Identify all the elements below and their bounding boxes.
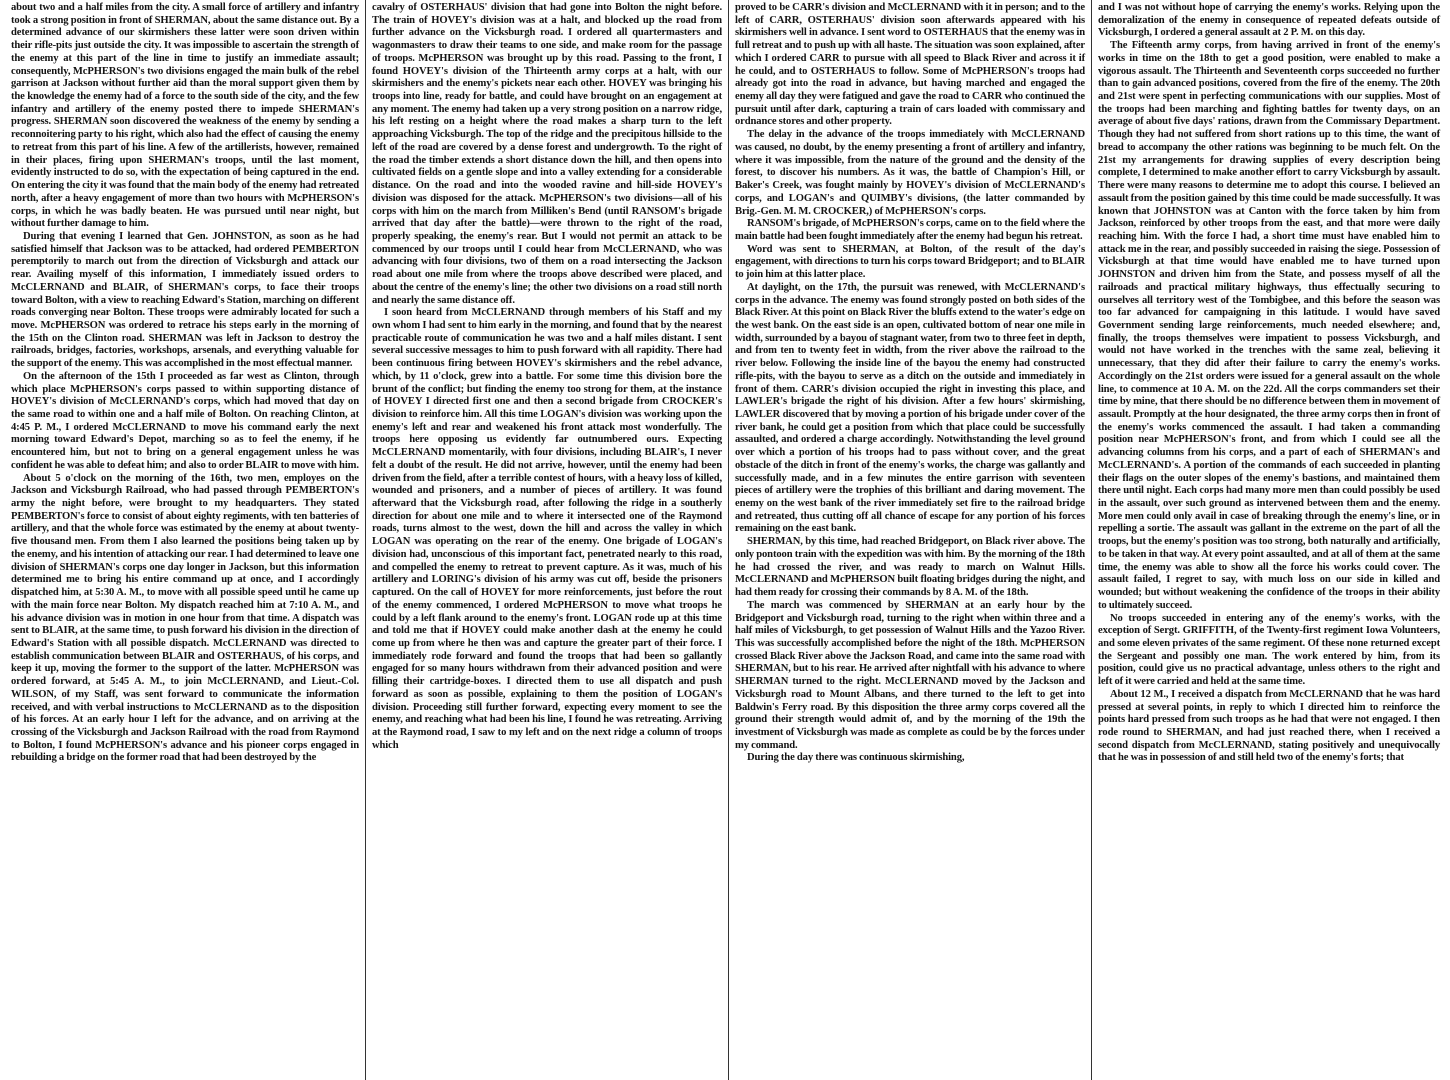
paragraph: RANSOM's brigade, of McPHERSON's corps, came on to the field where the main battle had been fought immediately after the enemy had begun his retreat.	[735, 218, 1085, 242]
paragraph: The delay in the advance of the troops immediately with McCLERNAND was caused, no doubt, by the enemy presenting a front of artillery and infantry, where it was impossible, from the nature of the ground and the density of the forest, to discover his numbers. As it was, the battle of Champion's Hill, or Baker's Creek, was fought mainly by HOVEY's division of McCLERNAND's corps, and LOGAN's and QUIMBY's divisions, (the latter commanded by Brig.-Gen. M. M. CROCKER,) of McPHERSON's corps.	[735, 129, 1085, 217]
paragraph: cavalry of OSTERHAUS' division that had gone into Bolton the night before. The train of HOVEY's division was at a halt, and blocked up the road from further advance on the Vicksburgh road. I ordered all quartermasters and wagonmasters to draw their teams to one side, and make room for the passage of troops. McPHERSON was brought up by this road. Passing to the front, I found HOVEY's division of the Thirteenth army corps at a halt, with our skirmishers and the enemy's pickets near each other. HOVEY was bringing his troops into line, ready for battle, and could have brought on an engagement at any moment. The enemy had taken up a very strong position on a narrow ridge, his left resting on a height where the road makes a sharp turn to the left approaching Vicksburgh. The top of the ridge and the precipitous hillside to the left of the road are covered by a dense forest and undergrowth. To the right of the road the timber extends a short distance down the hill, and then opens into cultivated fields on a gentle slope and into a valley extending for a considerable distance. On the road and into the wooded ravine and hill-side HOVEY's division was disposed for the attack. McPHERSON's two divisions—all of his corps with him on the march from Milliken's Bend (until RANSOM's brigade arrived that day after the battle)—were thrown to the right of the road, properly speaking, the enemy's rear. But I would not permit an attack to be commenced by our troops until I could hear from McCLERNAND, who was advancing with four divisions, two of them on a road intersecting the Jackson road about one mile from where the troops above described were placed, and about the centre of the enemy's line; the other two divisions on a road still north and nearly the same distance off.	[372, 2, 722, 306]
paragraph: At daylight, on the 17th, the pursuit was renewed, with McCLERNAND's corps in the advance. The enemy was found strongly posted on both sides of the Black River. At this point on Black River the bluffs extend to the water's edge on the west bank. On the east side is an open, cultivated bottom of near one mile in width, surrounded by a bayou of stagnant water, from two to three feet in depth, and from ten to twenty feet in width, from the river above the railroad to the river below. Following the inside line of the bayou the enemy had constructed rifle-pits, with the bayou to serve as a ditch on the outside and immediately in front of them. CARR's division occupied the right in investing this place, and LAWLER's brigade the right of his division. After a few hours' skirmishing, LAWLER discovered that by moving a portion of his brigade under cover of the river bank, he could get a position from which that place could be successfully assaulted, and ordered a charge accordingly. Notwithstanding the level ground over which a portion of his troops had to pass without cover, and the great obstacle of the ditch in front of the enemy's works, the charge was gallantly and successfully made, and in a few minutes the entire garrison with seventeen pieces of artillery were the trophies of this brilliant and daring movement. The enemy on the west bank of the river immediately set fire to the railroad bridge and retreated, thus cutting off all chance of escape for any portion of his forces remaining on the east bank.	[735, 281, 1085, 535]
paragraph: On the afternoon of the 15th I proceeded as far west as Clinton, through which place McPHERSON's corps passed to within supporting distance of HOVEY's division of McCLERNAND's corps, which had moved that day on the same road to within one and a half mile of Bolton. On reaching Clinton, at 4:45 P. M., I ordered McCLERNAND to move his command early the next morning toward Edward's Depot, marching so as to feel the enemy, if he encountered him, but not to bring on a general engagement unless he was confident he was able to defeat him; and also to order BLAIR to move with him.	[11, 370, 359, 471]
text-column-1	[5, 0, 365, 1080]
paragraph: SHERMAN, by this time, had reached Bridgeport, on Black river above. The only pontoon train with the expedition was with him. By the morning of the 18th he had crossed the river, and was ready to march on Walnut Hills. McCLERNAND and McPHERSON built floating bridges during the night, and had them ready for crossing their commands by 8 A. M. of the 18th.	[735, 536, 1085, 599]
paragraph: No troops succeeded in entering any of the enemy's works, with the exception of Sergt. GRIFFITH, of the Twenty-first regiment Iowa Volunteers, and some eleven privates of the same regiment. Of these none returned except the Sergeant and possibly one man. The work entered by him, from its position, could give us no practical advantage, unless others to the right and left of it were carried and held at the same time.	[1098, 612, 1440, 688]
paragraph: Word was sent to SHERMAN, at Bolton, of the result of the day's engagement, with directions to turn his corps toward Bridgeport; and to BLAIR to join him at this latter place.	[735, 243, 1085, 281]
paragraph: I soon heard from McCLERNAND through members of his Staff and my own whom I had sent to him early in the morning, and found that by the nearest practicable route of communication he was two and a half miles distant. I sent several successive messages to him to push forward with all rapidity. There had been continuous firing between HOVEY's skirmishers and the rebel advance, which, by 11 o'clock, grew into a battle. For some time this division bore the brunt of the conflict; but finding the enemy too strong for them, at the instance of HOVEY I directed first one and then a second brigade from CROCKER's division to reinforce him. All this time LOGAN's division was working upon the enemy's left and rear and weakened his front attack most wonderfully. The troops here opposing us evidently far outnumbered ours. Expecting McCLERNAND momentarily, with four divisions, including BLAIR's, I never felt a doubt of the result. He did not arrive, however, until the enemy had been driven from the field, after a terrible contest of hours, with a heavy loss of killed, wounded and prisoners, and a number of pieces of artillery. It was found afterward that the Vicksburgh road, after following the ridge in a southerly direction for about one mile and to where it intersected one of the Raymond roads, turns almost to the west, down the hill and across the valley in which LOGAN was operating on the rear of the enemy. One brigade of LOGAN's division had, unconscious of this important fact, penetrated nearly to this road, and compelled the enemy to retreat to prevent capture. As it was, much of his artillery and LORING's division of his army was cut off, beside the prisoners captured. On the call of HOVEY for more reinforcements, just before the rout of the enemy commenced, I ordered McPHERSON to move what troops he could by a left flank around to the enemy's front. LOGAN rode up at this time and told me that if HOVEY could make another dash at the enemy he could come up from where he then was and capture the greater part of their force. I immediately rode forward and found the troops that had been so gallantly engaged for so many hours withdrawn from their advanced position and were filling their cartridge-boxes. I directed them to use all dispatch and push forward as soon as possible, explaining to them the position of LOGAN's division. Proceeding still further forward, expecting every moment to see the enemy, and reaching what had been his line, I found he was retreating. Arriving at the Raymond road, I saw to my left and on the next ridge a column of troops which	[372, 307, 722, 751]
paragraph: The march was commenced by SHERMAN at an early hour by the Bridgeport and Vicksburgh road, turning to the right when within three and a half miles of Vicksburgh, to get possession of Walnut Hills and the Yazoo River. This was successfully accomplished before the night of the 18th. McPHERSON crossed Black River above the Jackson Road, and came into the same road with SHERMAN, but to his rear. He arrived after nightfall with his advance to where SHERMAN turned to the right. McCLERNAND moved by the Jackson and Vicksburgh road to Mount Albans, and there turned to the left to get into Baldwin's Ferry road. By this disposition the three army corps covered all the ground their strength would admit of, and by the morning of the 19th the investment of Vicksburgh was made as complete as could be by the forces under my command.	[735, 599, 1085, 751]
paragraph: about two and a half miles from the city. A small force of artillery and infantry took a strong position in front of SHERMAN, about the same distance out. By a determined advance of our skirmishers these latter were soon driven within their rifle-pits just outside the city. It was impossible to ascertain the strength of the enemy at this part of the line in time to justify an immediate assault; consequently, McPHERSON's two divisions engaged the main bulk of the rebel garrison at Jackson without further aid than the moral support given them by the knowledge the enemy had of a force to the south side of the city, and the few infantry and artillery of the enemy posted there to impede SHERMAN's progress. SHERMAN soon discovered the weakness of the enemy by sending a reconnoitering party to his right, which also had the effect of causing the enemy to retreat from this part of his line. A few of the artillerists, however, remained in their places, firing upon SHERMAN's troops, until the last moment, evidently instructed to do so, with the expectation of being captured in the end. On entering the city it was found that the main body of the enemy had retreated north, after a heavy engagement of more than two hours with McPHERSON's corps, in which he was badly beaten. He was pursued until near night, but without further damage to him.	[11, 2, 359, 230]
paragraph: During the day there was continuous skirmishing,	[747, 752, 965, 764]
text-column-2	[366, 0, 728, 1080]
paragraph: During that evening I learned that Gen. JOHNSTON, as soon as he had satisfied himself that Jackson was to be attacked, had ordered PEMBERTON peremptorily to march out from the direction of Vicksburgh and attack our rear. Availing myself of this information, I immediately issued orders to McCLERNAND and BLAIR, of SHERMAN's corps, to face their troops toward Bolton, with a view to reaching Edward's Station, marching on different roads converging near Bolton. These troops were admirably located for such a move. McPHERSON was ordered to retrace his steps early in the morning of the 15th on the Clinton road. SHERMAN was left in Jackson to destroy the railroads, bridges, factories, workshops, arsenals, and everything valuable for the support of the enemy. This was accomplished in the most effectual manner.	[11, 230, 359, 370]
text-column-3	[729, 0, 1091, 1080]
paragraph: and I was not without hope of carrying the enemy's works. Relying upon the demoralization of the enemy in consequence of repeated defeats outside of Vicksburgh, I ordered a general assault at 2 P. M. on this day.	[1098, 2, 1440, 39]
paragraph: proved to be CARR's division and McCLERNAND with it in person; and to the left of CARR, OSTERHAUS' division soon afterwards appeared with his skirmishers well in advance. I sent word to OSTERHAUS that the enemy was in full retreat and to push up with all haste. The situation was soon explained, after which I ordered CARR to pursue with all speed to Black River and across it if he could, and to OSTERHAUS to follow. Some of McPHERSON's troops had already got into the road in advance, but having marched and engaged the enemy all day they were fatigued and gave the road to CARR who continued the pursuit until after dark, capturing a train of cars loaded with commissary and ordnance stores and other property.	[735, 2, 1085, 128]
text-column-4	[1092, 0, 1446, 1080]
paragraph: The Fifteenth army corps, from having arrived in front of the enemy's works in time on the 18th to get a good position, were enabled to make a vigorous assault. The Thirteenth and Seventeenth corps succeeded no further than to gain advanced positions, covered from the fire of the enemy. The 20th and 21st were spent in perfecting communications with our supplies. Most of the troops had been marching and fighting battles for twenty days, on an average of about five days' rations, drawn from the Commissary Department. Though they had not suffered from short rations up to this time, the want of bread to accompany the other rations was beginning to be much felt. On the 21st my arrangements for drawing supplies of every description being complete, I determined to make another effort to carry Vicksburgh by assault. There were many reasons to determine me to adopt this course. I believed an assault from the position gained by this time could be made successfully. It was known that JOHNSTON was at Canton with the force taken by him from Jackson, reinforced by other troops from the east, and that more were daily reaching him. With the force I had, a short time must have enabled him to attack me in the rear, and possibly succeeded in raising the siege. Possession of Vicksburgh at that time would have enabled me to have turned upon JOHNSTON and driven him from the State, and possess myself of all the railroads and practical military highways, thus effectually securing to ourselves all territory west of the Tombigbee, and this before the season was too far advanced for campaigning in this latitude. I would have saved Government sending large reinforcements, much needed elsewhere; and, finally, the troops themselves were impatient to possess Vicksburgh, and would not have worked in the trenches with the same zeal, believing it unnecessary, that they did after their failure to carry the enemy's works. Accordingly on the 21st orders were issued for a general assault on the whole line, to commence at 10 A. M. on the 22d. All the corps commanders set their time by mine, that there should be no difference between them in movement of assault. Promptly at the hour designated, the three army corps then in front of the enemy's works commenced the assault. I had taken a commanding position near McPHERSON's front, and from which I could see all the advancing columns from his corps, and a part of each of SHERMAN's and McCLERNAND's. A portion of the commands of each succeeded in planting their flags on the outer slopes of the enemy's bastions, and maintained them there until night. Each corps had many more men than could possibly be used in the assault, over such ground as intervened between them and the enemy. More men could only avail in case of breaking through the enemy's line, or in repelling a sortie. The assault was gallant in the extreme on the part of all the troops, but the enemy's position was too strong, both naturally and artificially, to be taken in that way. At every point assaulted, and at all of them at the same time, the enemy was able to show all the force his works could cover. The assault failed, I regret to say, with much loss on our side in killed and wounded; but without weakening the confidence of the troops in their ability to ultimately succeed.	[1098, 40, 1440, 611]
paragraph: About 12 M., I received a dispatch from McCLERNAND that he was hard pressed at several points, in reply to which I directed him to reinforce the points hard pressed from such troops as he had that were not engaged. I then rode round to SHERMAN, and had just reached there, when I received a second dispatch from McCLERNAND, stating positively and unequivocally that he was in possession of and still held two of the enemy's forts; that	[1098, 688, 1440, 764]
paragraph: About 5 o'clock on the morning of the 16th, two men, employes on the Jackson and Vicksburgh Railroad, who had passed through PEMBERTON's army the night before, were brought to my headquarters. They stated PEMBERTON's force to consist of about eighty regiments, with ten batteries of artillery, and that the whole force was estimated by the enemy at about twenty-five thousand men. From them I also learned the positions being taken up by the enemy, and his intention of attacking our rear. I had determined to leave one division of SHERMAN's corps one day longer in Jackson, but this information determined me to bring his entire command up at once, and I accordingly dispatched him, at 5:30 A. M., to move with all possible speed until he came up with the main force near Bolton. My dispatch reached him at 7:10 A. M., and his advance division was in motion in one hour from that time. A dispatch was sent to BLAIR, at the same time, to push forward his division in the direction of Edward's Station with all possible dispatch. McCLERNAND was directed to establish communication between BLAIR and OSTERHAUS, of his corps, and keep it up, moving the former to the support of the latter. McPHERSON was ordered forward, at 5:45 A. M., to join McCLERNAND, and Lieut.-Col. WILSON, of my Staff, was sent forward to communicate the information received, and with verbal instructions to McCLERNAND as to the disposition of his forces. At an early hour I left for the advance, and on arriving at the crossing of the Vicksburgh and Jackson Railroad with the road from Raymond to Bolton, I found McPHERSON's advance and his pioneer corps engaged in rebuilding a bridge on the former road that had been destroyed by the	[11, 472, 359, 764]
